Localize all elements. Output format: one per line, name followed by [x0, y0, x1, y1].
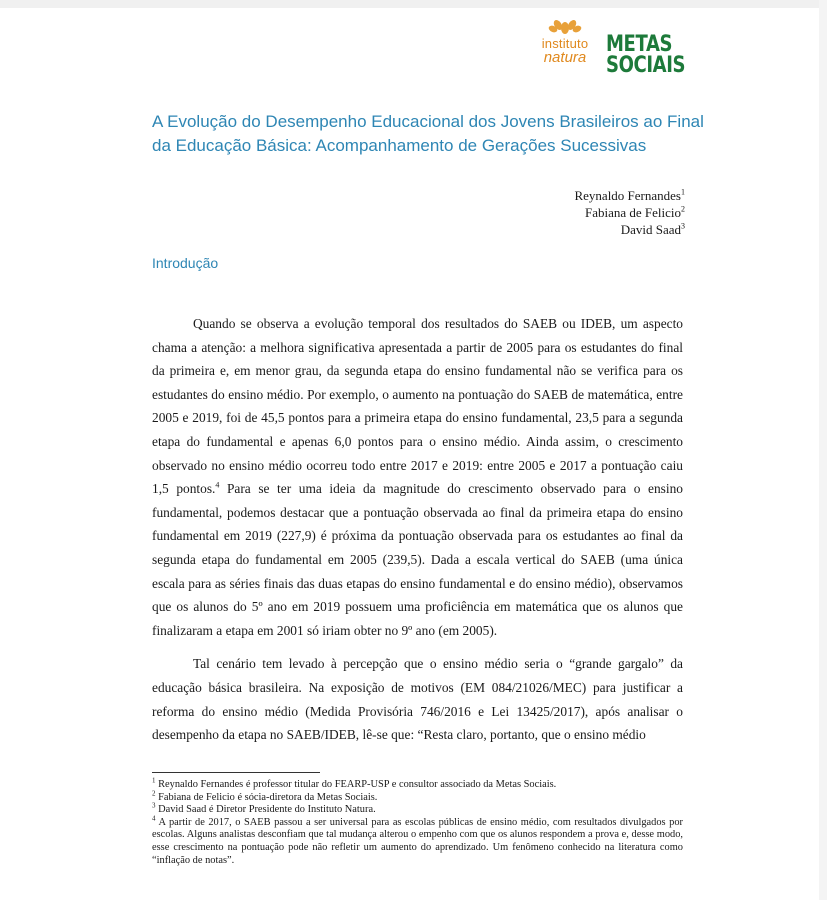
author-item [574, 221, 685, 238]
footnote-ref[interactable]: 2 [681, 204, 685, 214]
paragraph-text: Para se ter uma ideia da magnitude do crescimento observado para o ensino fundamental, podemos destacar que a pontuação observada ao final da primeira etapa do ensino fundamental em 2019 (227,9) é próxima da pontuação observada para os estudantes ao final da segunda etapa do fundamental em 2005 (239,5). Dada a escala vertical do SAEB (uma única escala para as séries finais das duas etapas do ensino fundamental e do ensino médio), observamos que os alunos do 5º ano em 2019 possuem uma proficiência em matemática que os alunos que finalizaram a etapa em 2001 só iriam obter no 9º ano (em 2005). [152, 481, 683, 638]
instituto-natura-logo [526, 14, 604, 74]
footnote-text: David Saad é Diretor Presidente do Instituto Natura. [155, 804, 376, 816]
footnote-number: 4 [152, 814, 156, 823]
author-item [574, 187, 685, 204]
footnote-number: 1 [152, 776, 156, 785]
author-item [574, 204, 685, 221]
natura-logo-line1: instituto [541, 36, 589, 51]
footnote-item [152, 814, 683, 867]
footnote-number: 2 [152, 789, 156, 798]
document-title: A Evolução do Desempenho Educacional dos Jovens Brasileiros ao Final da Educação Básica: Acompanhamento de Gerações Sucessivas [152, 112, 704, 155]
natura-logo-line2: natura [543, 49, 587, 66]
metas-sociais-logo [606, 32, 686, 78]
right-margin-band [819, 0, 827, 900]
footnote-text: Reynaldo Fernandes é professor titular do FEARP-USP e consultor associado da Metas Sociais. [155, 779, 557, 790]
author-name: Fabiana de Felicio [584, 205, 681, 220]
metas-logo-line2: SOCIAIS [606, 53, 686, 78]
author-name: Reynaldo Fernandes [574, 188, 681, 203]
author-name: David Saad [620, 222, 681, 237]
footnote-item [152, 789, 683, 805]
metas-logo-line1: METAS [606, 32, 673, 57]
body-text [152, 312, 683, 747]
footnote-number: 3 [152, 801, 156, 810]
paragraph-text: Quando se observa a evolução temporal dos resultados do SAEB ou IDEB, um aspecto chama a atenção: a melhora significativa apresentada a partir de 2005 para os estudantes do final da primeira e, em menor grau, da segunda etapa do ensino fundamental não se verifica para os estudantes do ensino médio. Por exemplo, o aumento na pontuação do SAEB de matemática, entre 2005 e 2019, foi de 45,5 pontos para a primeira etapa do ensino fundamental, 23,5 para a segunda etapa do fundamental e apenas 6,0 pontos para o ensino médio. Ainda assim, o crescimento observado no ensino médio ocorreu todo entre 2017 e 2019: entre 2005 e 2017 a pontuação caiu 1,5 pontos. [152, 316, 683, 497]
footnote-item [152, 776, 683, 792]
paragraph [152, 312, 683, 642]
footnotes [152, 776, 683, 867]
footnote-text: A partir de 2017, o SAEB passou a ser universal para as escolas públicas de ensino médio, com resultados divulgados por escolas. Alguns analistas desconfiam que tal mudança alterou o empenho com que os alunos respondem a prova e, desse modo, esse crescimento na pontuação pode não refletir um aumento do aprendizado. Um fenômeno conhecido na literatura como “inflação de notas”. [152, 816, 683, 866]
author-list [574, 187, 685, 238]
footnote-item [152, 801, 683, 817]
footnote-ref[interactable]: 3 [681, 221, 685, 231]
top-margin-band [0, 0, 827, 8]
section-heading: Introdução [152, 255, 219, 271]
footnote-ref[interactable]: 4 [215, 480, 220, 490]
footnote-text: Fabiana de Felicio é sócia-diretora da Metas Sociais. [155, 791, 378, 803]
footnote-ref[interactable]: 1 [681, 187, 685, 197]
natura-flower-icon [548, 14, 582, 36]
footnote-divider [152, 772, 320, 773]
paragraph: Tal cenário tem levado à percepção que o ensino médio seria o “grande gargalo” da educação básica brasileira. Na exposição de motivos (EM 084/21026/MEC) para justificar a reforma do ensino médio (Medida Provisória 746/2016 e Lei 13425/2017), após analisar o desempenho da etapa no SAEB/IDEB, lê-se que: “Resta claro, portanto, que o ensino médio [152, 656, 683, 743]
